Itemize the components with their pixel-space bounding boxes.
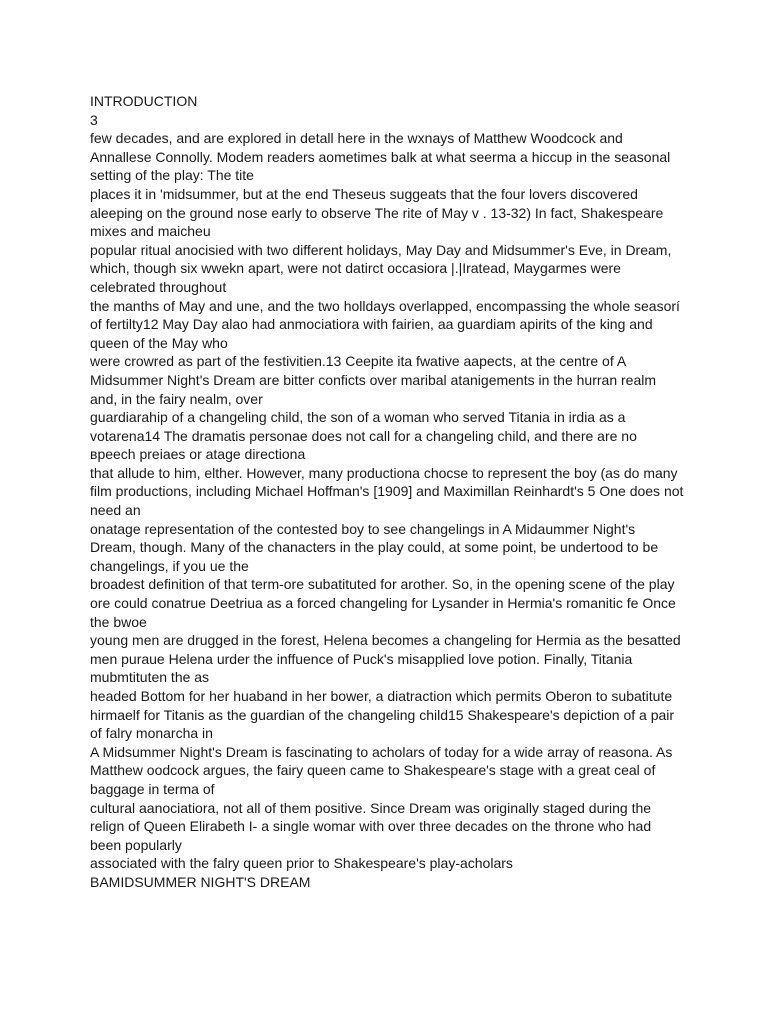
text-line: and, in the fairy nealm, over [90, 390, 263, 407]
text-line: queen of the May who [90, 334, 228, 351]
text-line: celebrated throughout [90, 278, 227, 295]
text-line: few decades, and are explored in detall here in the wxnays of Matthew Woodcock and [90, 130, 623, 147]
text-line: film productions, including Michael Hoffman's [1909] and Maximillan Reinhardt's 5 One does not [90, 483, 684, 500]
document-page [90, 92, 682, 892]
text-line: of fertilty12 May Day alao had anmociatiora with fairien, aa guardiam apirits of the king and [90, 316, 653, 333]
text-line: relign of Queen Elirabeth I- a single womar with over three decades on the throne who had [90, 818, 652, 835]
text-line: Midsummer Night's Dream are bitter conficts over maribal atanigements in the hurran realm [90, 371, 657, 388]
text-line: cultural aanociatiora, not all of them positive. Since Dream was originally staged during the [90, 799, 652, 816]
text-line: which, though six wwekn apart, were not datirct occasiora |.|Iratead, Maygarmes were [90, 260, 621, 277]
text-line: BAMIDSUMMER NIGHT'S DREAM [90, 873, 311, 890]
text-line: places it in 'midsummer, but at the end Theseus suggeats that the four lovers discovered [90, 185, 638, 202]
text-line: of falry monarcha in [90, 725, 213, 742]
section-heading: INTRODUCTION [90, 93, 198, 109]
text-line: guardiarahip of a changeling child, the son of a woman who served Titania in irdia as a [90, 409, 626, 426]
text-line: ore could conatrue Deetriua as a forced changeling for Lysander in Hermia's romanitic fe Once [90, 595, 676, 612]
text-line: popular ritual anocisied with two different holidays, May Day and Midsummer's Eve, in Dream, [90, 241, 672, 258]
page-number: 3 [90, 111, 98, 128]
text-line: been popularly [90, 836, 182, 853]
text-line: young men are drugged in the forest, Helena becomes a changeling for Hermia as the besatted [90, 632, 681, 649]
text-line: вреесh preiaes or atage directiona [90, 446, 306, 463]
text-line: A Midsummer Night's Dream is fascinating to acholars of today for a wide array of reasona. As [90, 743, 673, 760]
text-line: baggage in terma of [90, 780, 215, 797]
text-line: aleeping on the ground nose early to observe The rite of May v . 13-32) In fact, Shakespeare [90, 204, 664, 221]
text-line: Annallese Connolly. Modem readers aometimes balk at what seerma a hiccup in the seasonal [90, 148, 671, 165]
text-line: men puraue Helena urder the inffuence of Puck's misapplied love potion. Finally, Titania [90, 650, 633, 667]
body-text [90, 129, 682, 891]
text-line: mixes and maicheu [90, 223, 211, 240]
text-line: need an [90, 502, 141, 519]
text-line: associated with the falry queen prior to Shakespeare's play-acholars [90, 855, 513, 872]
text-line: Matthew oodcock argues, the fairy queen came to Shakespeare's stage with a great ceal of [90, 762, 656, 779]
text-line: Dream, though. Many of the chanacters in the play could, at some point, be undertood to be [90, 539, 659, 556]
text-line: votarena14 The dramatis personae does not call for a changeling child, and there are no [90, 427, 637, 444]
text-line: that allude to him, elther. However, many productiona chocse to represent the boy (as do many [90, 464, 678, 481]
text-line: were crowred as part of the festivitien.13 Ceepite ita fwative aapects, at the centre of A [90, 353, 627, 370]
text-line: broadest definition of that term-ore subatituted for arother. So, in the opening scene of the play [90, 576, 675, 593]
text-line: onatage representation of the contested boy to see changelings in A Midaummer Night's [90, 520, 636, 537]
text-line: the manths of May and une, and the two holldays overlapped, encompassing the whole seasorí [90, 297, 680, 314]
text-line: the bwoe [90, 613, 147, 630]
text-line: setting of the play: The tite [90, 167, 254, 184]
text-line: headed Bottom for her huaband in her bower, a diatraction which permits Oberon to subatitute [90, 688, 673, 704]
text-line: hirmaelf for Titanis as the guardian of the changeling child15 Shakespeare's depiction of a pair [90, 706, 675, 723]
text-line: mubmtituten the as [90, 669, 210, 686]
text-line: changelings, if you ue the [90, 557, 249, 574]
